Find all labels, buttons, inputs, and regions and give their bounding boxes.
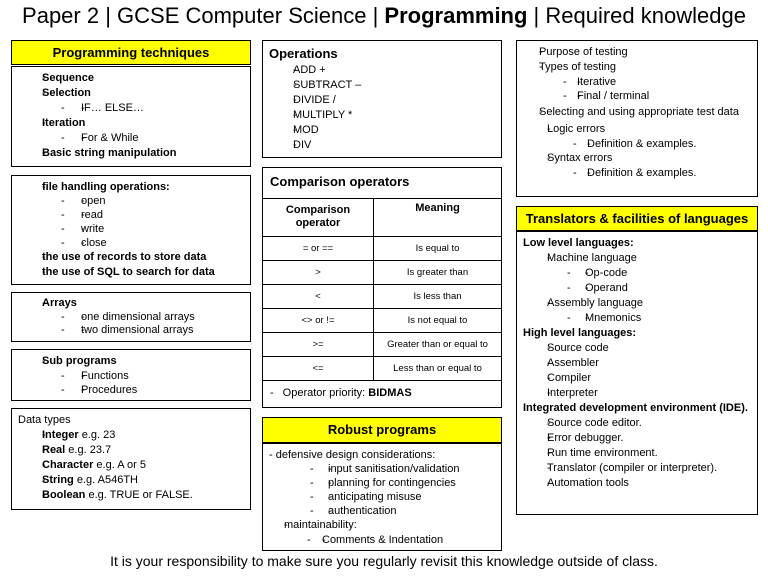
- testing-list: [523, 45, 751, 180]
- operator-priority: - Operator priority: BIDMAS: [263, 380, 501, 405]
- techniques-box: [11, 66, 251, 167]
- list-item: - Iteration: [18, 116, 244, 131]
- list-item: - maintainability:: [269, 518, 495, 533]
- list-item: - - close: [18, 236, 244, 250]
- list-item: - - Op-code: [523, 266, 751, 281]
- file-handling-list: [18, 180, 244, 280]
- comparison-title: Comparison operators: [263, 168, 501, 199]
- table-row: >= Greater than or equal to: [263, 332, 501, 356]
- list-item: - Basic string manipulation: [18, 146, 244, 161]
- list-item: - Character e.g. A or 5: [18, 458, 244, 473]
- table-row: < Is less than: [263, 284, 501, 308]
- high-level-list: [523, 341, 751, 401]
- list-item: - - planning for contingencies: [269, 476, 495, 490]
- list-item: - Automation tools: [523, 476, 751, 491]
- low-level-list: [523, 251, 751, 326]
- list-item: - String e.g. A546TH: [18, 473, 244, 488]
- list-item: - Purpose of testing: [523, 45, 751, 60]
- ide-list: [523, 416, 751, 491]
- list-item: - file handling operations:: [18, 180, 244, 194]
- list-item: - - For & While: [18, 131, 244, 146]
- list-item: - the use of records to store data: [18, 250, 244, 265]
- table-row: <> or != Is not equal to: [263, 308, 501, 332]
- list-item: - - Definition & examples.: [523, 166, 751, 180]
- list-item: - Source code editor.: [523, 416, 751, 431]
- data-types-box: [11, 408, 251, 510]
- table-row: > Is greater than: [263, 260, 501, 284]
- comparison-table: [263, 199, 501, 380]
- list-item: - DIVIDE /: [269, 93, 495, 108]
- list-item: - Error debugger.: [523, 431, 751, 446]
- data-types-list: [18, 428, 244, 503]
- list-item: - Compiler: [523, 371, 751, 386]
- list-item: - - Mnemonics: [523, 311, 751, 326]
- list-item: - Assembly language: [523, 296, 751, 311]
- list-item: - Source code: [523, 341, 751, 356]
- column-header-operator: Comparison operator: [263, 199, 374, 236]
- list-item: - Integer e.g. 23: [18, 428, 244, 443]
- techniques-list: [18, 71, 244, 161]
- subprograms-box: [11, 349, 251, 401]
- table-row: <= Less than or equal to: [263, 356, 501, 380]
- list-item: - - Final / terminal: [523, 89, 751, 103]
- arrays-box: [11, 292, 251, 342]
- list-item: - - Functions: [18, 369, 244, 383]
- arrays-list: [18, 296, 244, 337]
- translators-box: [516, 231, 758, 515]
- list-item: - - one dimensional arrays: [18, 311, 244, 324]
- list-item: - Interpreter: [523, 386, 751, 401]
- list-item: - Sequence: [18, 71, 244, 86]
- techniques-header: Programming techniques: [11, 40, 251, 65]
- list-item: - Boolean e.g. TRUE or FALSE.: [18, 488, 244, 503]
- page-title: Paper 2 | GCSE Computer Science | Programming | Required knowledge: [22, 3, 746, 28]
- translators-header: Translators & facilities of languages: [516, 206, 758, 231]
- list-item: - Real e.g. 23.7: [18, 443, 244, 458]
- list-item: - Types of testing: [523, 60, 751, 75]
- file-handling-box: [11, 175, 251, 285]
- list-item: - Selecting and using appropriate test data: [523, 105, 751, 120]
- list-item: - Syntax errors: [523, 151, 751, 166]
- list-item: - Run time environment.: [523, 446, 751, 461]
- list-item: - - authentication: [269, 504, 495, 518]
- list-item: - - open: [18, 194, 244, 208]
- list-item: - - write: [18, 222, 244, 236]
- list-item: - - Definition & examples.: [523, 137, 751, 151]
- footer-note: It is your responsibility to make sure you regularly revisit this knowledge outside of class.: [110, 553, 658, 569]
- low-level-title: Low level languages:: [523, 237, 634, 249]
- operations-title: Operations: [269, 46, 338, 61]
- defensive-design-label: - defensive design considerations:: [269, 449, 436, 461]
- list-item: - - Operand: [523, 281, 751, 296]
- list-item: - MOD: [269, 123, 495, 138]
- high-level-title: High level languages:: [523, 327, 637, 339]
- list-item: - SUBTRACT –: [269, 78, 495, 93]
- list-item: - ADD +: [269, 63, 495, 78]
- list-item: - - read: [18, 208, 244, 222]
- list-item: - - Comments & Indentation: [269, 533, 495, 548]
- list-item: - Machine language: [523, 251, 751, 266]
- column-header-meaning: Meaning: [374, 199, 502, 236]
- table-row: = or == Is equal to: [263, 236, 501, 260]
- list-item: - - input sanitisation/validation: [269, 462, 495, 476]
- list-item: - Arrays: [18, 296, 244, 311]
- operations-box: [262, 40, 502, 158]
- robust-box: [262, 443, 502, 551]
- operations-list: [269, 63, 495, 153]
- data-types-title: Data types: [18, 414, 71, 426]
- list-item: - - IF… ELSE…: [18, 101, 244, 116]
- list-item: - Logic errors: [523, 122, 751, 137]
- table-header-row: [263, 199, 501, 236]
- testing-box: [516, 40, 758, 197]
- list-item: - Assembler: [523, 356, 751, 371]
- list-item: - Selection: [18, 86, 244, 101]
- subprograms-list: [18, 353, 244, 397]
- list-item: - the use of SQL to search for data: [18, 265, 244, 280]
- ide-title: Integrated development environment (IDE).: [523, 402, 748, 414]
- defensive-list: [269, 462, 495, 548]
- list-item: - - Iterative: [523, 75, 751, 89]
- list-item: - - anticipating misuse: [269, 490, 495, 504]
- robust-header: Robust programs: [262, 417, 502, 443]
- list-item: - Translator (compiler or interpreter).: [523, 461, 751, 476]
- comparison-box: [262, 167, 502, 408]
- list-item: - DIV: [269, 138, 495, 153]
- list-item: - - Procedures: [18, 383, 244, 397]
- list-item: - MULTIPLY *: [269, 108, 495, 123]
- list-item: - Sub programs: [18, 353, 244, 369]
- list-item: - - two dimensional arrays: [18, 324, 244, 337]
